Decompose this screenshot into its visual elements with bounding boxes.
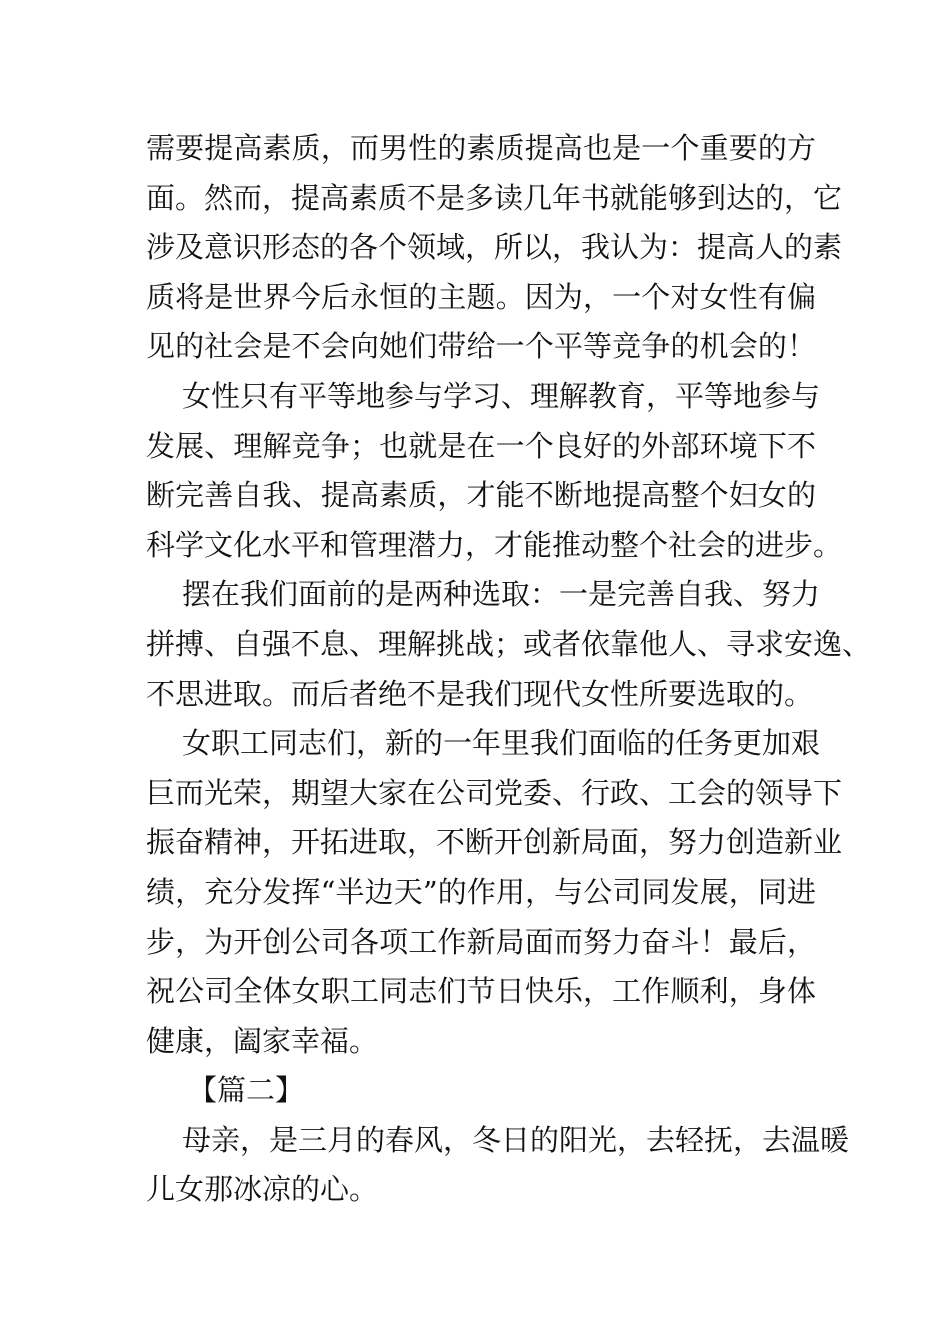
- section-heading: 【篇二】: [188, 1073, 305, 1108]
- text-line: 涉及意识形态的各个领域，所以，我认为：提高人的素: [146, 230, 843, 265]
- text-line: 发展、理解竞争；也就是在一个良好的外部环境下不: [146, 428, 816, 463]
- text-line: 见的社会是不会向她们带给一个平等竞争的机会的！: [146, 329, 816, 364]
- text-line: 步，为开创公司各项工作新局面而努力奋斗！最后，: [146, 924, 816, 959]
- text-line: 质将是世界今后永恒的主题。因为，一个对女性有偏: [146, 279, 816, 314]
- text-line: 科学文化水平和管理潜力，才能推动整个社会的进步。: [146, 527, 843, 562]
- text-line: 需要提高素质，而男性的素质提高也是一个重要的方: [146, 131, 816, 165]
- text-line: 巨而光荣，期望大家在公司党委、行政、工会的领导下: [146, 775, 843, 810]
- text-line: 面。然而，提高素质不是多读几年书就能够到达的，它: [146, 180, 843, 215]
- text-line: 不思进取。而后者绝不是我们现代女性所要选取的。: [146, 676, 814, 711]
- text-line: 健康，阖家幸福。: [146, 1023, 379, 1058]
- text-line: 儿女那冰凉的心。: [146, 1172, 379, 1207]
- text-line: 振奋精神，开拓进取，不断开创新局面，努力创造新业: [146, 825, 843, 860]
- text-line: 女职工同志们，新的一年里我们面临的任务更加艰: [182, 726, 821, 761]
- text-line: 拼搏、自强不息、理解挑战；或者依靠他人、寻求安逸、: [146, 626, 872, 661]
- body-text: [146, 124, 872, 1215]
- text-line: 摆在我们面前的是两种选取：一是完善自我、努力: [182, 577, 821, 612]
- text-line: 祝公司全体女职工同志们节日快乐，工作顺利，身体: [146, 974, 816, 1009]
- text-line: 断完善自我、提高素质，才能不断地提高整个妇女的: [146, 478, 816, 513]
- text-line: 母亲，是三月的春风，冬日的阳光，去轻抚，去温暖: [182, 1122, 850, 1157]
- text-line: 绩，充分发挥“半边天”的作用，与公司同发展，同进: [146, 874, 816, 909]
- text-line: 女性只有平等地参与学习、理解教育，平等地参与: [182, 378, 821, 413]
